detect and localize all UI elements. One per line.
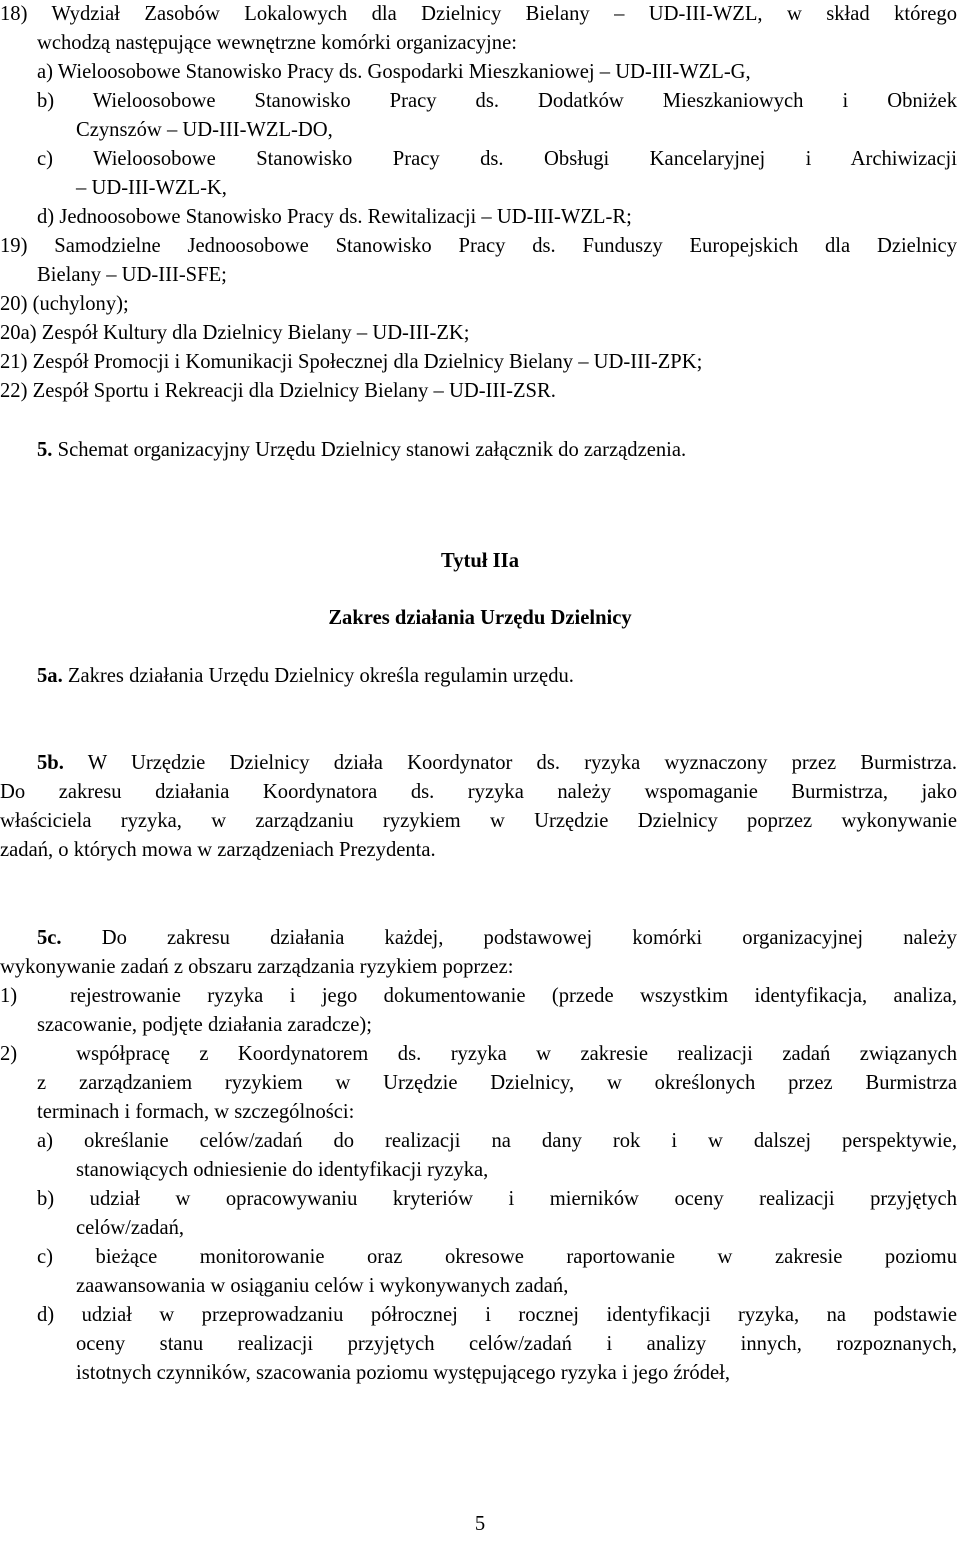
paragraph-5c-sub-b: b) udział w opracowywaniu kryteriów i mierników oceny realizacji przyjętych: [37, 1188, 957, 1210]
sub-item-c-cont: – UD-III-WZL-K,: [76, 177, 227, 199]
list-item-20a: 20a) Zespół Kultury dla Dzielnicy Bielany – UD-III-ZK;: [0, 322, 470, 344]
sub-item-b: b) Wieloosobowe Stanowisko Pracy ds. Dodatków Mieszkaniowych i Obniżek: [37, 90, 957, 112]
paragraph-5c-item-2-line3: terminach i formach, w szczególności:: [37, 1101, 355, 1123]
sub-item-d: d) Jednoosobowe Stanowisko Pracy ds. Rewitalizacji – UD-III-WZL-R;: [37, 206, 632, 228]
paragraph-5c-sub-a: a) określanie celów/zadań do realizacji na dany rok i w dalszej perspektywie,: [37, 1130, 957, 1152]
paragraph-5b-line2: Do zakresu działania Koordynatora ds. ryzyka należy wspomaganie Burmistrza, jako: [0, 781, 957, 803]
paragraph-5c-sub-b-cont: celów/zadań,: [76, 1217, 185, 1239]
paragraph-5c-line2: wykonywanie zadań z obszaru zarządzania ryzykiem poprzez:: [0, 956, 514, 978]
sub-item-a: a) Wieloosobowe Stanowisko Pracy ds. Gospodarki Mieszkaniowej – UD-III-WZL-G,: [37, 61, 751, 83]
paragraph-5c-sub-d-line3: istotnych czynników, szacowania poziomu występującego ryzyka i jego źródeł,: [76, 1362, 731, 1384]
paragraph-5c-item-2-line2: z zarządzaniem ryzykiem w Urzędzie Dzielnicy, w określonych przez Burmistrza: [37, 1072, 957, 1094]
paragraph-5c-sub-d-line2: oceny stanu realizacji przyjętych celów/zadań i analizy innych, rozpoznanych,: [76, 1333, 957, 1355]
paragraph-5c: 5c. Do zakresu działania każdej, podstawowej komórki organizacyjnej należy: [37, 927, 957, 949]
paragraph-5c-item-1: 1) rejestrowanie ryzyka i jego dokumentowanie (przede wszystkim identyfikacja, analiza,: [0, 985, 957, 1007]
list-item-18: [0, 0, 957, 29]
sub-item-b-cont: Czynszów – UD-III-WZL-DO,: [76, 119, 333, 141]
paragraph-number: 5.: [37, 439, 53, 461]
paragraph-5c-sub-a-cont: stanowiących odniesienie do identyfikacji ryzyka,: [76, 1159, 489, 1181]
list-item-21: 21) Zespół Promocji i Komunikacji Społecznej dla Dzielnicy Bielany – UD-III-ZPK;: [0, 351, 703, 373]
list-item-22: 22) Zespół Sportu i Rekreacji dla Dzielnicy Bielany – UD-III-ZSR.: [0, 380, 556, 402]
paragraph-5b: 5b. W Urzędzie Dzielnicy działa Koordynator ds. ryzyka wyznaczony przez Burmistrza.: [37, 752, 957, 774]
list-item-20: 20) (uchylony);: [0, 293, 129, 315]
paragraph-5c-item-2: 2) współpracę z Koordynatorem ds. ryzyka w zakresie realizacji zadań związanych: [0, 1043, 957, 1065]
sub-item-c: c) Wieloosobowe Stanowisko Pracy ds. Obsługi Kancelaryjnej i Archiwizacji: [37, 148, 957, 170]
section-title: Tytuł IIa: [440, 550, 519, 572]
paragraph-5: 5. Schemat organizacyjny Urzędu Dzielnicy stanowi załącznik do zarządzenia.: [37, 439, 687, 461]
paragraph-5a: 5a. Zakres działania Urzędu Dzielnicy określa regulamin urzędu.: [37, 665, 574, 687]
list-item-19-cont: Bielany – UD-III-SFE;: [37, 264, 227, 286]
list-text: Wydział Zasobów Lokalowych dla Dzielnicy Bielany – UD-III-WZL, w skład którego: [51, 3, 957, 25]
paragraph-5c-sub-c: c) bieżące monitorowanie oraz okresowe raportowanie w zakresie poziomu: [37, 1246, 957, 1268]
list-item-19: 19) Samodzielne Jednoosobowe Stanowisko Pracy ds. Funduszy Europejskich dla Dzielnicy: [0, 235, 957, 257]
section-subtitle: Zakres działania Urzędu Dzielnicy: [328, 607, 632, 629]
paragraph-5c-sub-c-cont: zaawansowania w osiąganiu celów i wykonywanych zadań,: [76, 1275, 569, 1297]
paragraph-5b-line3: właściciela ryzyka, w zarządzaniu ryzykiem w Urzędzie Dzielnicy poprzez wykonywanie: [0, 810, 957, 832]
list-number: 18): [0, 3, 28, 25]
list-item-18-cont: wchodzą następujące wewnętrzne komórki organizacyjne:: [37, 32, 517, 54]
paragraph-5c-item-1-cont: szacowanie, podjęte działania zaradcze);: [37, 1014, 373, 1036]
page-number: 5: [474, 1513, 486, 1535]
paragraph-5b-line4: zadań, o których mowa w zarządzeniach Prezydenta.: [0, 839, 436, 861]
paragraph-5c-sub-d: d) udział w przeprowadzaniu półrocznej i rocznej identyfikacji ryzyka, na podstawie: [37, 1304, 957, 1326]
